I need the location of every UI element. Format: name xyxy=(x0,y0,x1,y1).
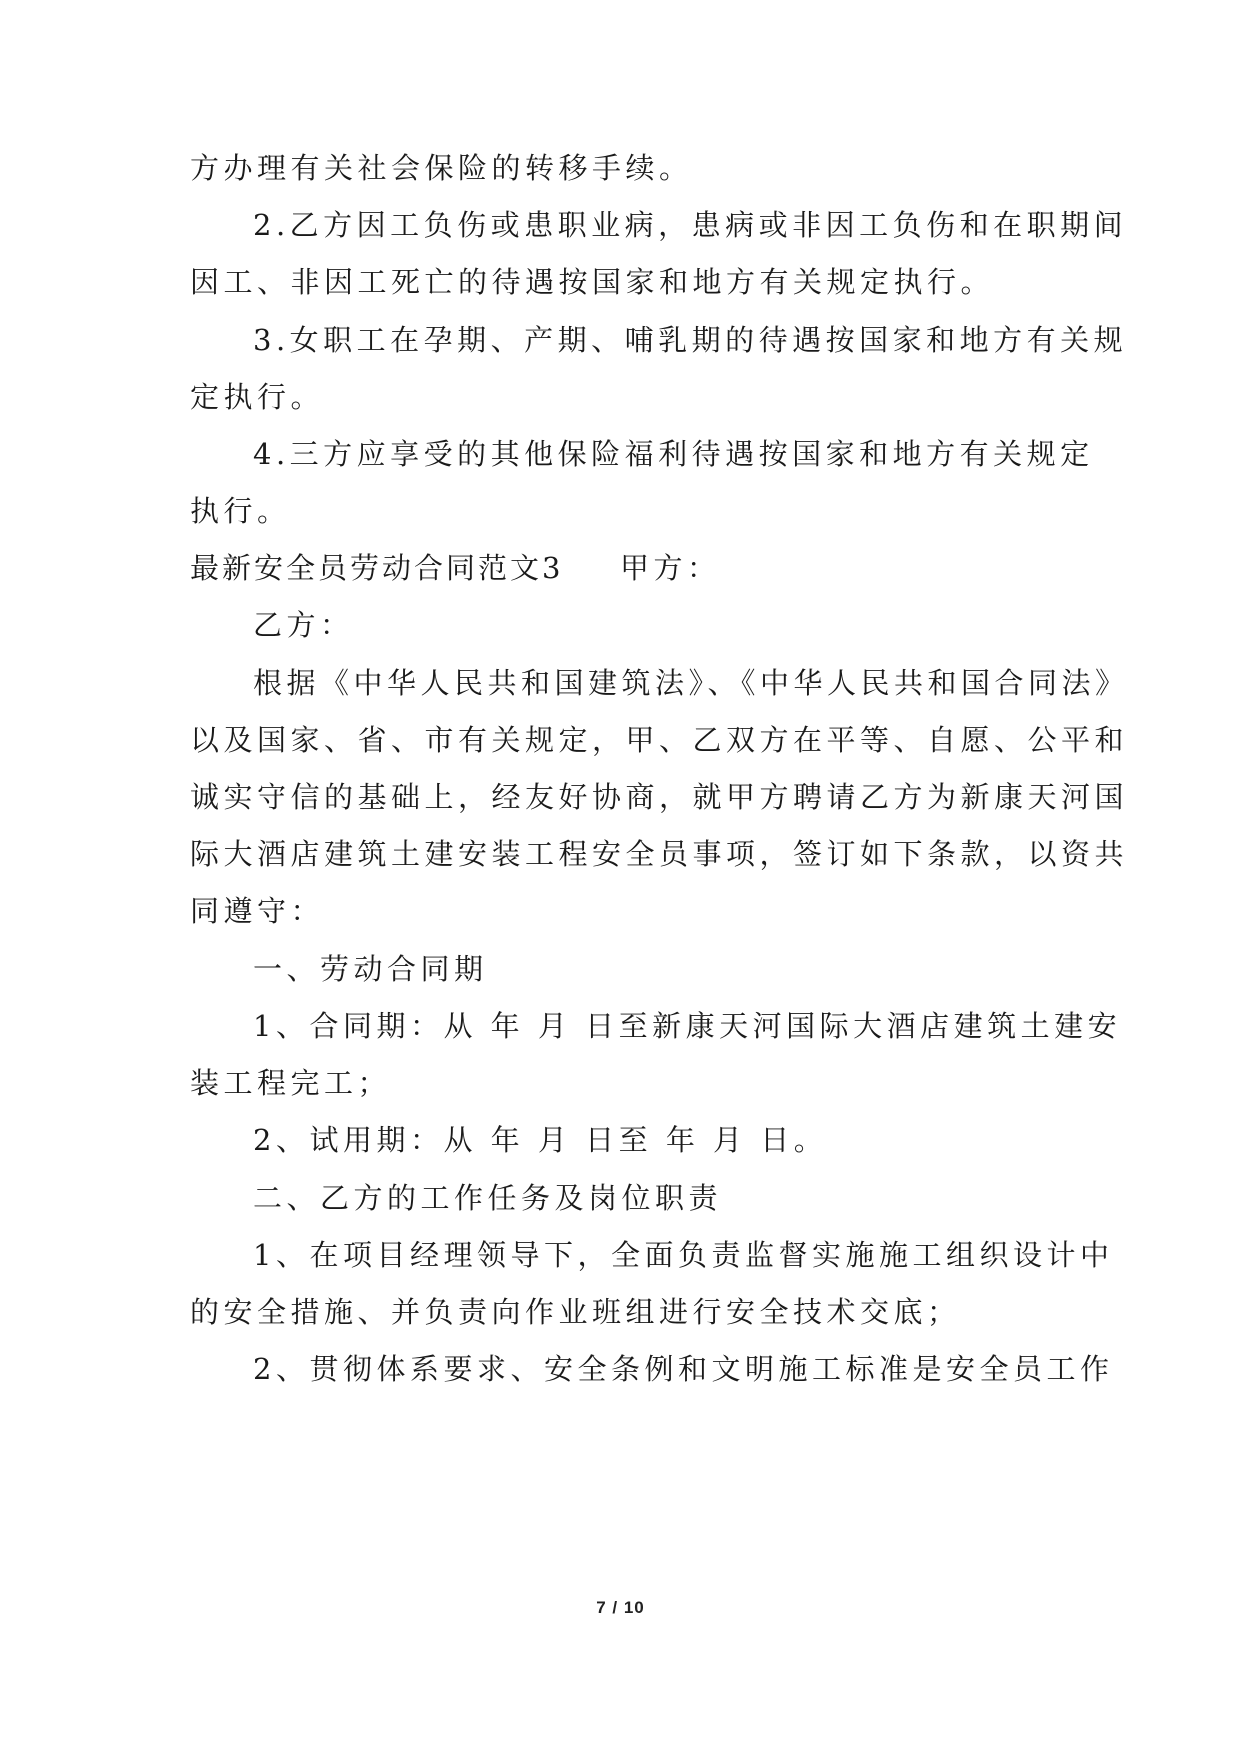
text-line: 1、合同期：从 年 月 日至新康天河国际大酒店建筑土建安 xyxy=(253,1009,1122,1043)
text-line: 2.乙方因工负伤或患职业病，患病或非因工负伤和在职期间 xyxy=(253,208,1128,242)
text-line: 定执行。 xyxy=(190,380,325,414)
text-line: 以及国家、省、市有关规定，甲、乙双方在平等、自愿、公平和 xyxy=(190,723,1129,757)
text-line: 方办理有关社会保险的转移手续。 xyxy=(190,151,693,185)
party-a-label: 甲方： xyxy=(620,551,721,585)
text-line: 根据《中华人民共和国建筑法》、《中华人民共和国合同法》 xyxy=(253,666,1129,700)
clause-heading: 二、乙方的工作任务及岗位职责 xyxy=(253,1181,723,1215)
text-line: 装工程完工； xyxy=(190,1066,392,1100)
text-line: 2、试用期：从 年 月 日至 年 月 日。 xyxy=(253,1123,828,1157)
text-line: 执行。 xyxy=(190,494,291,528)
text-line: 际大酒店建筑土建安装工程安全员事项，签订如下条款，以资共 xyxy=(190,837,1129,871)
text-line: 因工、非因工死亡的待遇按国家和地方有关规定执行。 xyxy=(190,265,995,299)
text-line: 3.女职工在孕期、产期、哺乳期的待遇按国家和地方有关规 xyxy=(253,323,1128,357)
page-number: 7 / 10 xyxy=(596,1598,645,1617)
text-line: 同遵守： xyxy=(190,894,325,928)
text-line: 的安全措施、并负责向作业班组进行安全技术交底； xyxy=(190,1295,961,1329)
clause-heading: 一、劳动合同期 xyxy=(253,952,488,986)
party-b-label: 乙方： xyxy=(253,608,354,642)
text-line: 诚实守信的基础上，经友好协商，就甲方聘请乙方为新康天河国 xyxy=(190,780,1129,814)
section-heading: 最新安全员劳动合同范文3 xyxy=(190,551,564,585)
text-line: 4.三方应享受的其他保险福利待遇按国家和地方有关规定 xyxy=(253,437,1094,471)
text-line: 2、贯彻体系要求、安全条例和文明施工标准是安全员工作 xyxy=(253,1352,1114,1386)
text-line: 1、在项目经理领导下，全面负责监督实施施工组织设计中 xyxy=(253,1238,1114,1272)
